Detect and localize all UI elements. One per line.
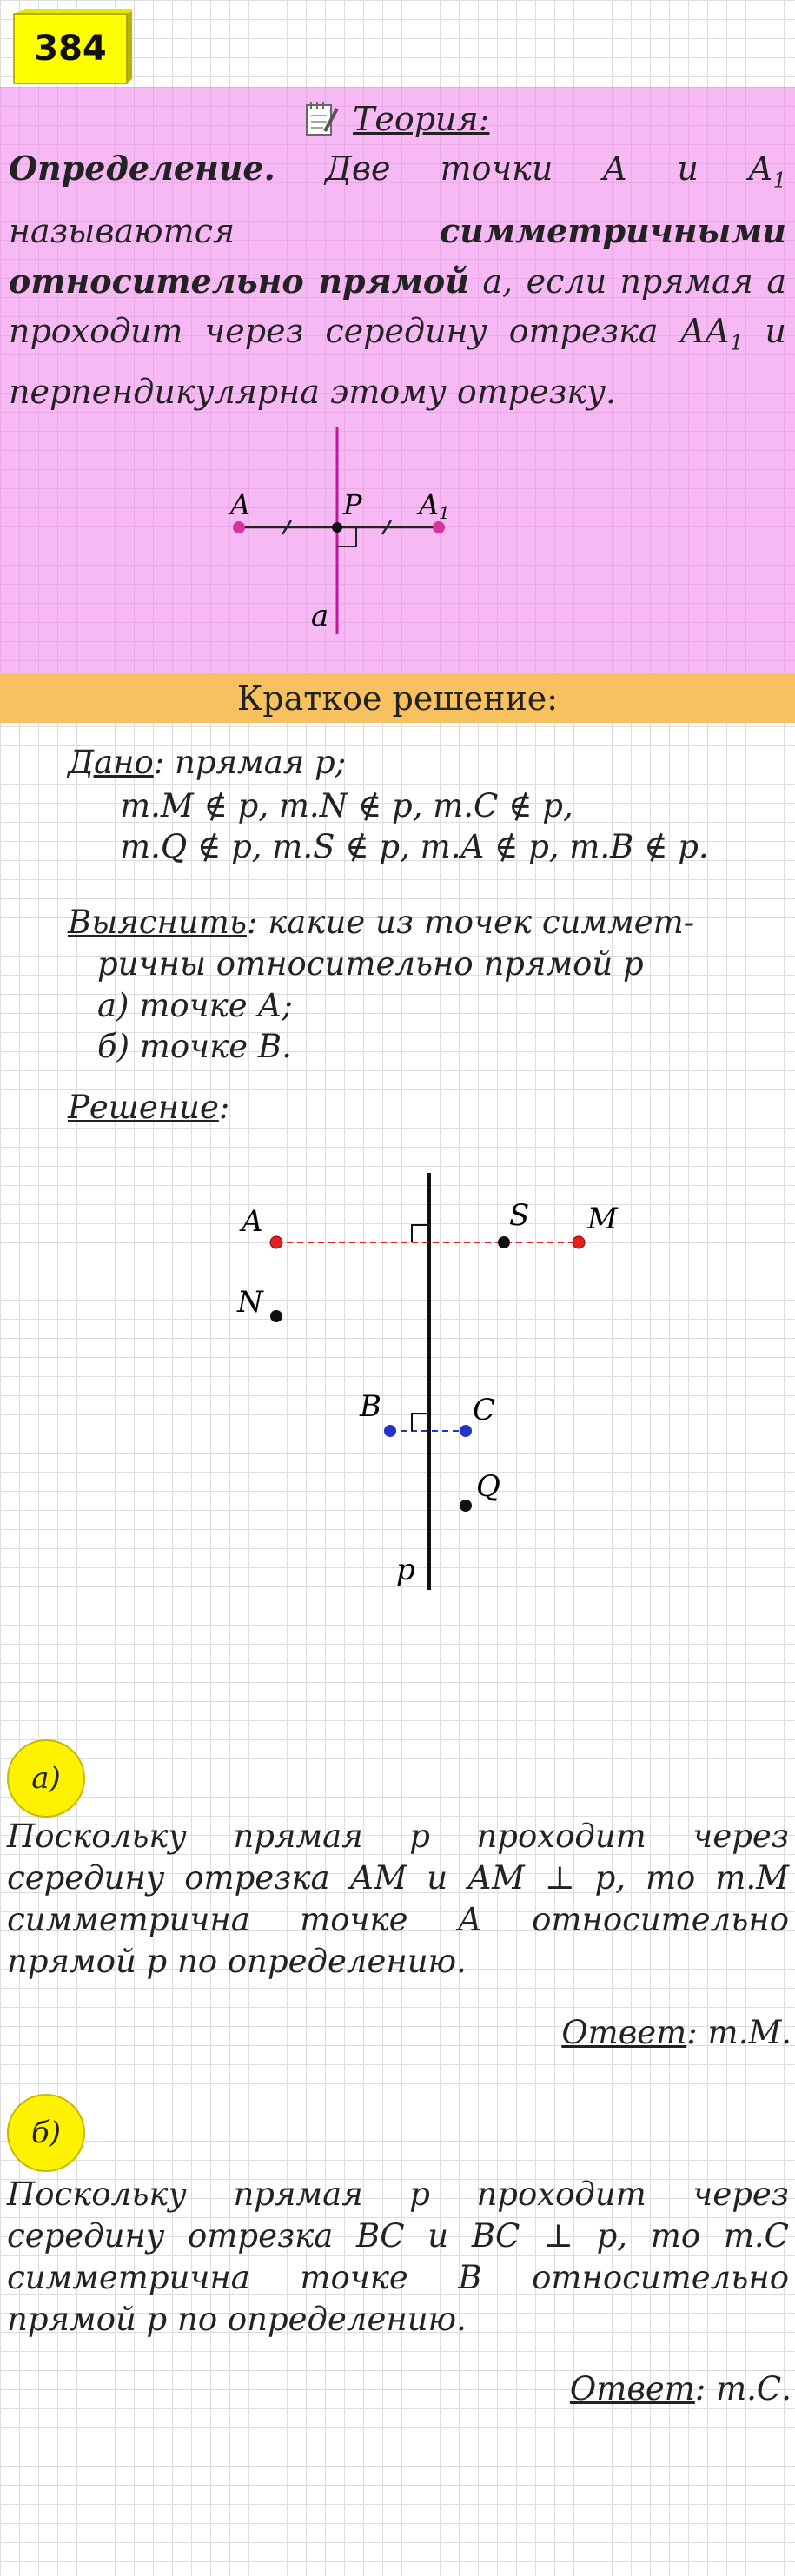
right-angle-bc <box>412 1414 429 1431</box>
given-line-2: т.M ∉ p, т.N ∉ p, т.C ∉ p, <box>120 787 573 824</box>
short-solution-bar: Краткое решение: <box>0 673 795 723</box>
label-a: A <box>242 1204 263 1239</box>
find-line-1: Выяснить: какие из точек симмет- <box>68 904 695 941</box>
label-n: N <box>237 1285 263 1320</box>
point-a <box>270 1236 282 1248</box>
label-b: B <box>360 1389 381 1424</box>
point-s <box>498 1236 510 1248</box>
definition-text: Определение. Две точки А и $А_1$ называются симметричными относительно прямой а, если прямая а проходит через середину отрезка $АА_1$ и перпендикулярна этому отрезку. <box>9 149 786 412</box>
label-c: C <box>473 1393 496 1427</box>
label-p: P <box>343 488 362 521</box>
notepad-pencil-icon <box>304 100 341 138</box>
task-number: 384 <box>34 29 107 69</box>
point-q <box>460 1500 472 1512</box>
part-a-answer: Ответ: т.М. <box>561 2014 792 2051</box>
label-s: S <box>509 1198 530 1233</box>
theory-heading <box>304 97 489 141</box>
part-a-marker: а) <box>7 1739 85 1818</box>
label-m: M <box>587 1202 618 1236</box>
point-p <box>332 522 342 533</box>
right-angle-am <box>412 1225 429 1242</box>
find-line-4: б) точке В. <box>97 1028 292 1065</box>
theory-figure <box>200 417 478 643</box>
point-a <box>233 521 245 533</box>
find-line-2: ричны относительно прямой р <box>97 945 644 983</box>
label-q: Q <box>476 1469 500 1504</box>
theory-heading-text: Теория: <box>353 100 490 138</box>
given-line-3: т.Q ∉ p, т.S ∉ p, т.A ∉ p, т.B ∉ p. <box>120 828 709 865</box>
part-b-text: Поскольку прямая р проходит через середину отрезка ВС и ВС ⊥ р, то т.С симметрична точке В относительно прямой р по определению. <box>7 2175 789 2338</box>
point-b <box>384 1425 396 1437</box>
point-n <box>270 1310 282 1322</box>
task-number-badge <box>7 7 132 85</box>
point-a1 <box>433 521 445 533</box>
label-line-a: a <box>311 599 329 633</box>
point-m <box>573 1236 585 1248</box>
part-b-marker: б) <box>7 2094 85 2172</box>
solution-figure <box>0 1138 795 1607</box>
part-b-answer: Ответ: т.С. <box>569 2370 792 2407</box>
find-line-3: а) точке А; <box>97 987 293 1024</box>
solution-label: Решение: <box>68 1089 230 1126</box>
label-p: p <box>396 1553 415 1587</box>
label-a: A <box>230 488 251 521</box>
part-a-text: Поскольку прямая р проходит через середину отрезка АМ и АМ ⊥ р, то т.М симметрична точке А относительно прямой р по определению. <box>7 1818 789 1980</box>
label-a1-sub: 1 <box>439 502 450 523</box>
given-line-1: Дано: прямая р; <box>68 744 347 781</box>
label-a1: A <box>419 488 440 521</box>
point-c <box>460 1425 472 1437</box>
